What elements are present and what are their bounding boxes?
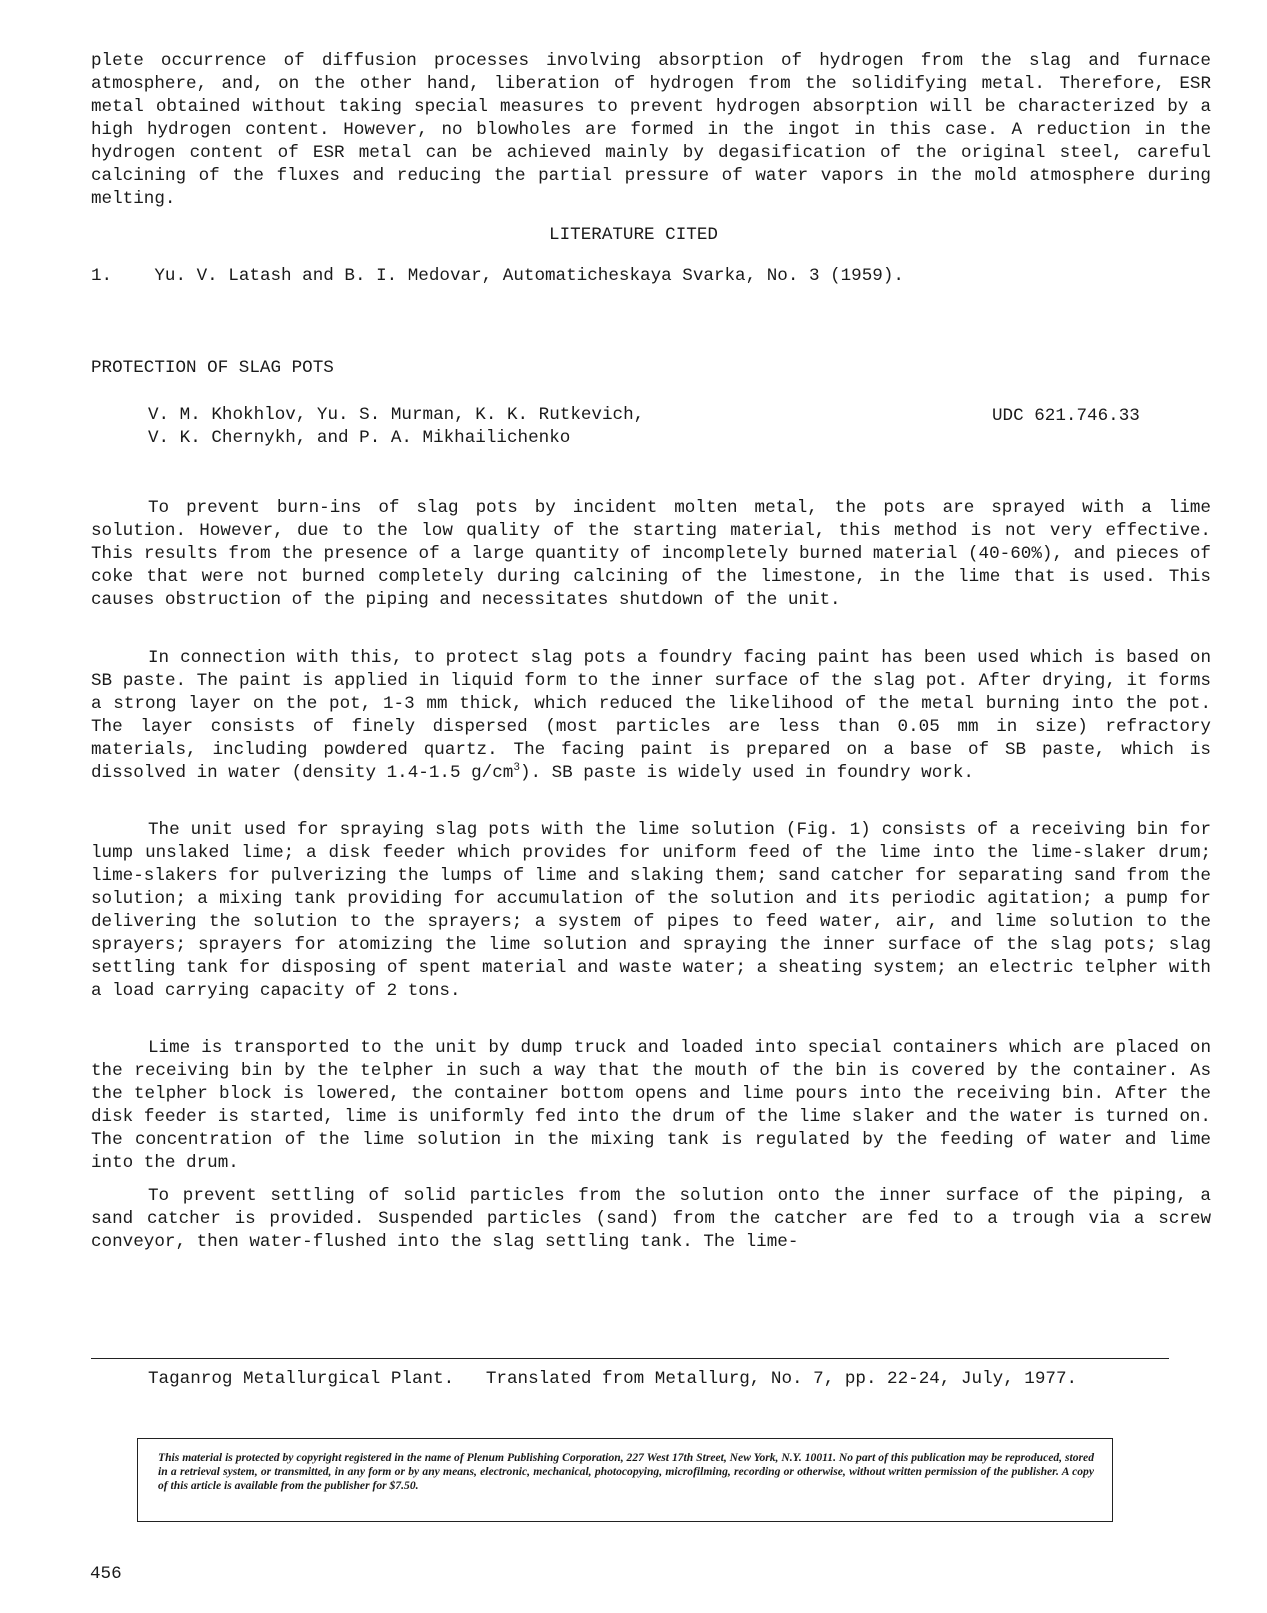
literature-heading: LITERATURE CITED — [549, 225, 718, 245]
article-authors — [148, 404, 644, 450]
footnote-text: Taganrog Metallurgical Plant. Translated from Metallurg, No. 7, pp. 22-24, July, 1977. — [148, 1369, 1078, 1389]
authors-line-2: V. K. Chernykh, and P. A. Mikhailichenko — [148, 428, 571, 448]
reference-item — [91, 265, 904, 288]
body-paragraph-1: To prevent burn-ins of slag pots by incident molten metal, the pots are sprayed with a lime solution. However, due to the low quality of the starting material, this method is not very effective. This results from the presence of a large quantity of incompletely burned material (40-60%), and pieces of coke that were not burned completely during calcining of the limestone, in the lime that is used. This causes obstruction of the piping and necessitates shutdown of the unit. — [91, 498, 1211, 610]
body-paragraph-5: To prevent settling of solid particles from the solution onto the inner surface of the piping, a sand catcher is provided. Suspended particles (sand) from the catcher are fed to a trough via a screw conveyor, then water-flushed into the slag settling tank. The lime- — [91, 1186, 1211, 1252]
paragraph-2-text: In connection with this, to protect slag pots a foundry facing paint has been used which is based on SB paste. The paint is applied in liquid form to the inner surface of the slag pot. After drying, it forms a strong layer on the pot, 1-3 mm thick, which reduced the likelihood of the metal burning into the pot. The layer consists of finely dispersed (most particles are less than 0.05 mm in size) refractory materials, including powdered quartz. The facing paint is prepared on a base of SB paste, which is dissolved in water (density 1.4-1.5 g/cm — [91, 648, 1211, 783]
body-paragraph-2 — [91, 647, 1211, 785]
copyright-notice-box — [137, 1438, 1113, 1522]
copyright-text: This material is protected by copyright registered in the name of Plenum Publishing Corporation, 227 West 17th Street, New York, N.Y. 10011. No part of this publication may be reproduced, stored in a retrieval system, or transmitted, in any form or by any means, electronic, mechanical, photocopying, microfilming, recording or otherwise, without written permission of the publisher. A copy of this article is available from the publisher for $7.50. — [158, 1451, 1094, 1493]
article-title: PROTECTION OF SLAG POTS — [91, 358, 334, 378]
superscript-3: 3 — [513, 762, 520, 775]
reference-text: Yu. V. Latash and B. I. Medovar, Automaticheskaya Svarka, No. 3 (1959). — [154, 266, 904, 286]
reference-number: 1. — [91, 266, 113, 286]
page-number: 456 — [90, 1564, 122, 1584]
authors-line-1: V. M. Khokhlov, Yu. S. Murman, K. K. Rutkevich, — [148, 405, 645, 425]
body-paragraph-3: The unit used for spraying slag pots with the lime solution (Fig. 1) consists of a receiving bin for lump unslaked lime; a disk feeder which provides for uniform feed of the lime into the lime-slaker drum; lime-slakers for pulverizing the lumps of lime and slaking them; sand catcher for separating sand from the solution; a mixing tank providing for accumulation of the solution and its periodic agitation; a pump for delivering the solution to the sprayers; a system of pipes to feed water, air, and lime solution to the sprayers; sprayers for atomizing the lime solution and spraying the inner surface of the slag pots; slag settling tank for disposing of spent material and waste water; a sheating system; an electric telpher with a load carrying capacity of 2 tons. — [91, 820, 1211, 1001]
paragraph-2-text-end: ). SB paste is widely used in foundry work. — [519, 763, 974, 783]
footnote-divider — [91, 1358, 1169, 1359]
udc-code: UDC 621.746.33 — [992, 406, 1140, 426]
intro-paragraph: plete occurrence of diffusion processes involving absorption of hydrogen from the slag and furnace atmosphere, and, on the other hand, liberation of hydrogen from the solidifying metal. Therefore, ESR metal obtained without taking special measures to prevent hydrogen absorption will be characterized by a high hydrogen content. However, no blowholes are formed in the ingot in this case. A reduction in the hydrogen content of ESR metal can be achieved mainly by degasification of the original steel, careful calcining of the fluxes and reducing the partial pressure of water vapors in the mold atmosphere during melting. — [91, 51, 1211, 209]
body-paragraph-4: Lime is transported to the unit by dump truck and loaded into special containers which are placed on the receiving bin by the telpher in such a way that the mouth of the bin is covered by the container. As the telpher block is lowered, the container bottom opens and lime pours into the receiving bin. After the disk feeder is started, lime is uniformly fed into the drum of the lime slaker and the water is turned on. The concentration of the lime solution in the mixing tank is regulated by the feeding of water and lime into the drum. — [91, 1038, 1211, 1173]
